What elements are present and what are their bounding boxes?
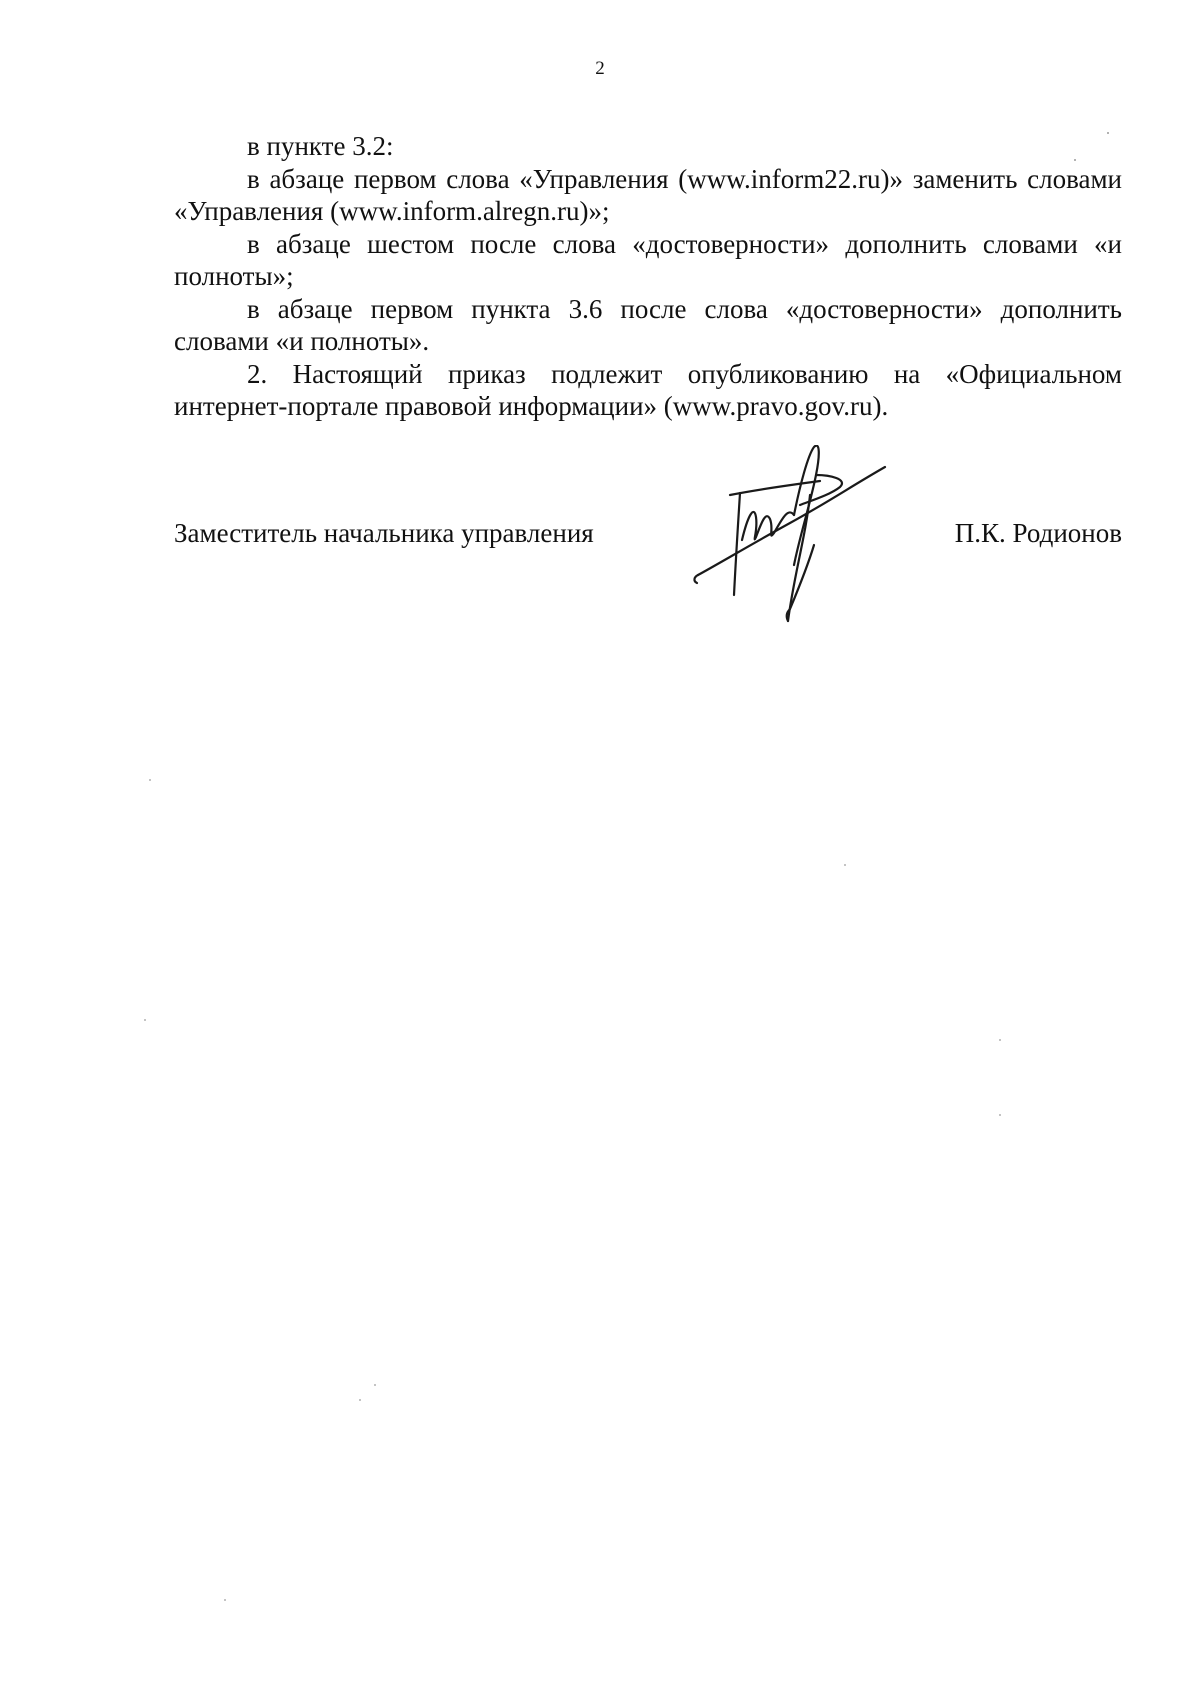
document-body [174, 130, 1122, 423]
paragraph: 2. Настоящий приказ подлежит опубликованию на «Официальном интернет-портале правовой информации» (www.pravo.gov.ru). [174, 358, 1122, 421]
paragraph: в пункте 3.2: [247, 131, 394, 161]
page-number: 2 [595, 58, 605, 79]
paragraph: в абзаце первом слова «Управления (www.inform22.ru)» заменить словами «Управления (www.inform.alregn.ru)»; [174, 163, 1122, 226]
signatory-name: П.К. Родионов [954, 518, 1122, 548]
signature-block [174, 518, 1122, 558]
signatory-position: Заместитель начальника управления [174, 518, 594, 548]
paragraph: в абзаце первом пункта 3.6 после слова «достоверности» дополнить словами «и полноты». [174, 293, 1122, 356]
handwritten-signature [690, 445, 890, 625]
paragraph: в абзаце шестом после слова «достоверности» дополнить словами «и полноты»; [174, 228, 1122, 291]
